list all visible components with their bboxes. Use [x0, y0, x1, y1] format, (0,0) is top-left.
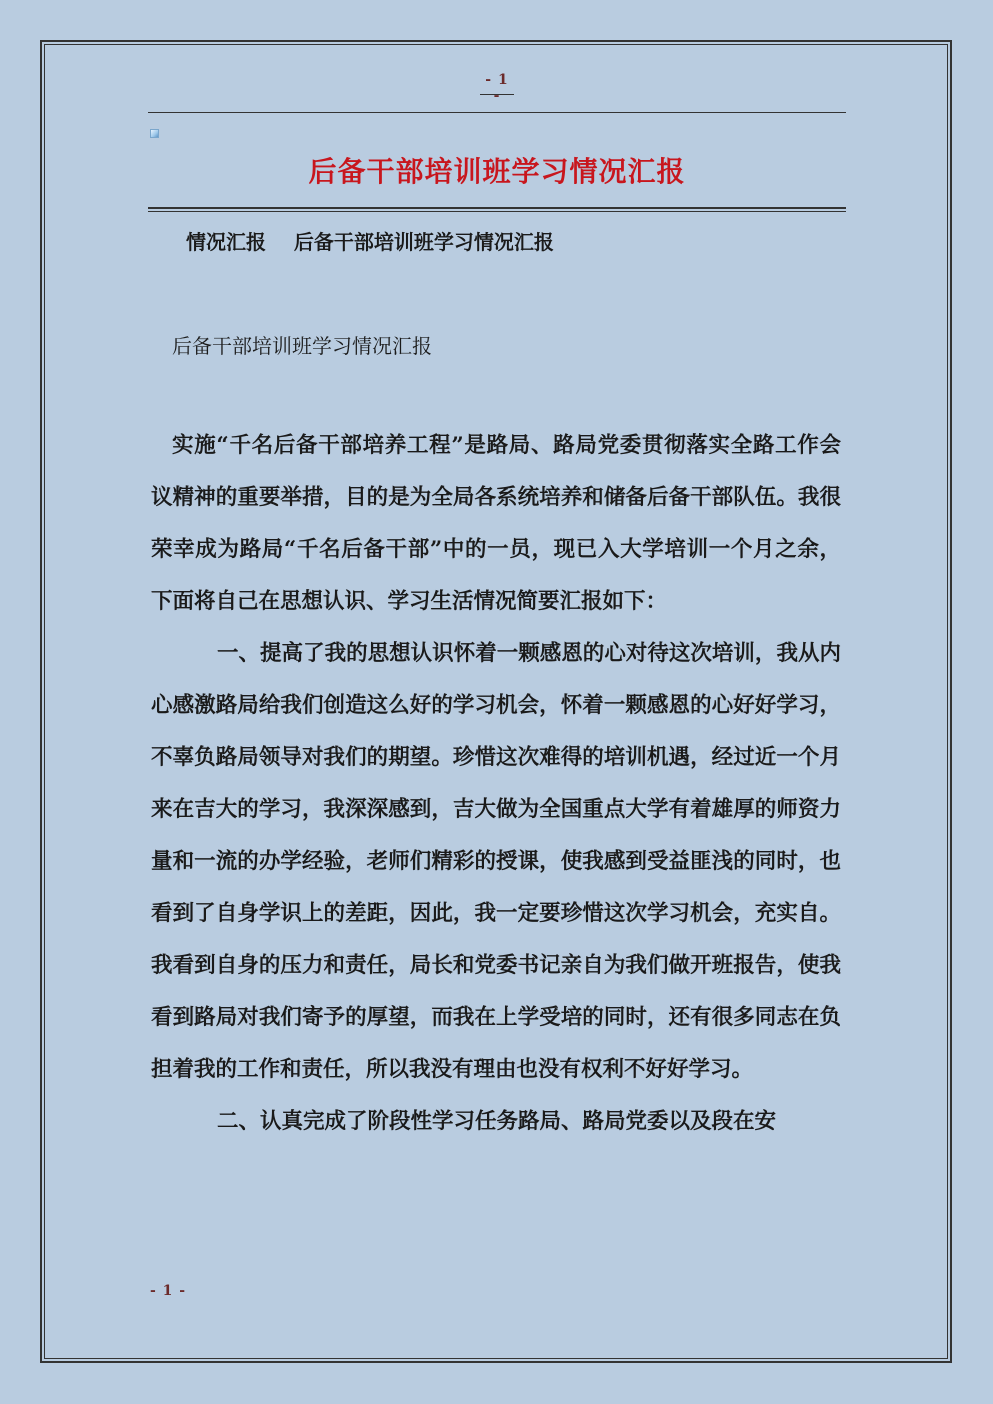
paragraph-section-2: 二、认真完成了阶段性学习任务路局、路局党委以及段在安: [217, 1109, 777, 1134]
document-meta-line: [186, 226, 554, 255]
footer-page-number: - 1 -: [150, 1283, 187, 1299]
header-divider: [148, 112, 846, 113]
meta-category: 情况汇报: [186, 230, 266, 254]
header-page-number: - 1 -: [485, 72, 509, 104]
document-title: 后备干部培训班学习情况汇报: [308, 155, 686, 188]
header-page-number-underline: [480, 94, 514, 95]
meta-title: 后备干部培训班学习情况汇报: [293, 230, 554, 254]
image-placeholder-icon: [150, 129, 159, 138]
paragraph-intro: 实施“千名后备干部培养工程”是路局、路局党委贯彻落实全路工作会议精神的重要举措，目的是为全局各系统培养和储备后备干部队伍。我很荣幸成为路局“千名后备干部”中的一员，现已入大学培训一个月之余，下面将自己在思想认识、学习生活情况简要汇报如下：: [151, 433, 841, 614]
document-body: [151, 420, 841, 1148]
title-divider-thick: [148, 207, 846, 209]
title-divider-thin: [148, 211, 846, 212]
document-subtitle: 后备干部培训班学习情况汇报: [172, 334, 432, 358]
paragraph-section-1: 一、提高了我的思想认识怀着一颗感恩的心对待这次培训，我从内心感激路局给我们创造这么好的学习机会，怀着一颗感恩的心好好学习，不辜负路局领导对我们的期望。珍惜这次难得的培训机遇，经过近一个月来在吉大的学习，我深深感到，吉大做为全国重点大学有着雄厚的师资力量和一流的办学经验，老师们精彩的授课，使我感到受益匪浅的同时，也看到了自身学识上的差距，因此，我一定要珍惜这次学习机会，充实自。我看到自身的压力和责任，局长和党委书记亲自为我们做开班报告，使我看到路局对我们寄予的厚望，而我在上学受培的同时，还有很多同志在负担着我的工作和责任，所以我没有理由也没有权利不好好学习。: [151, 641, 841, 1082]
